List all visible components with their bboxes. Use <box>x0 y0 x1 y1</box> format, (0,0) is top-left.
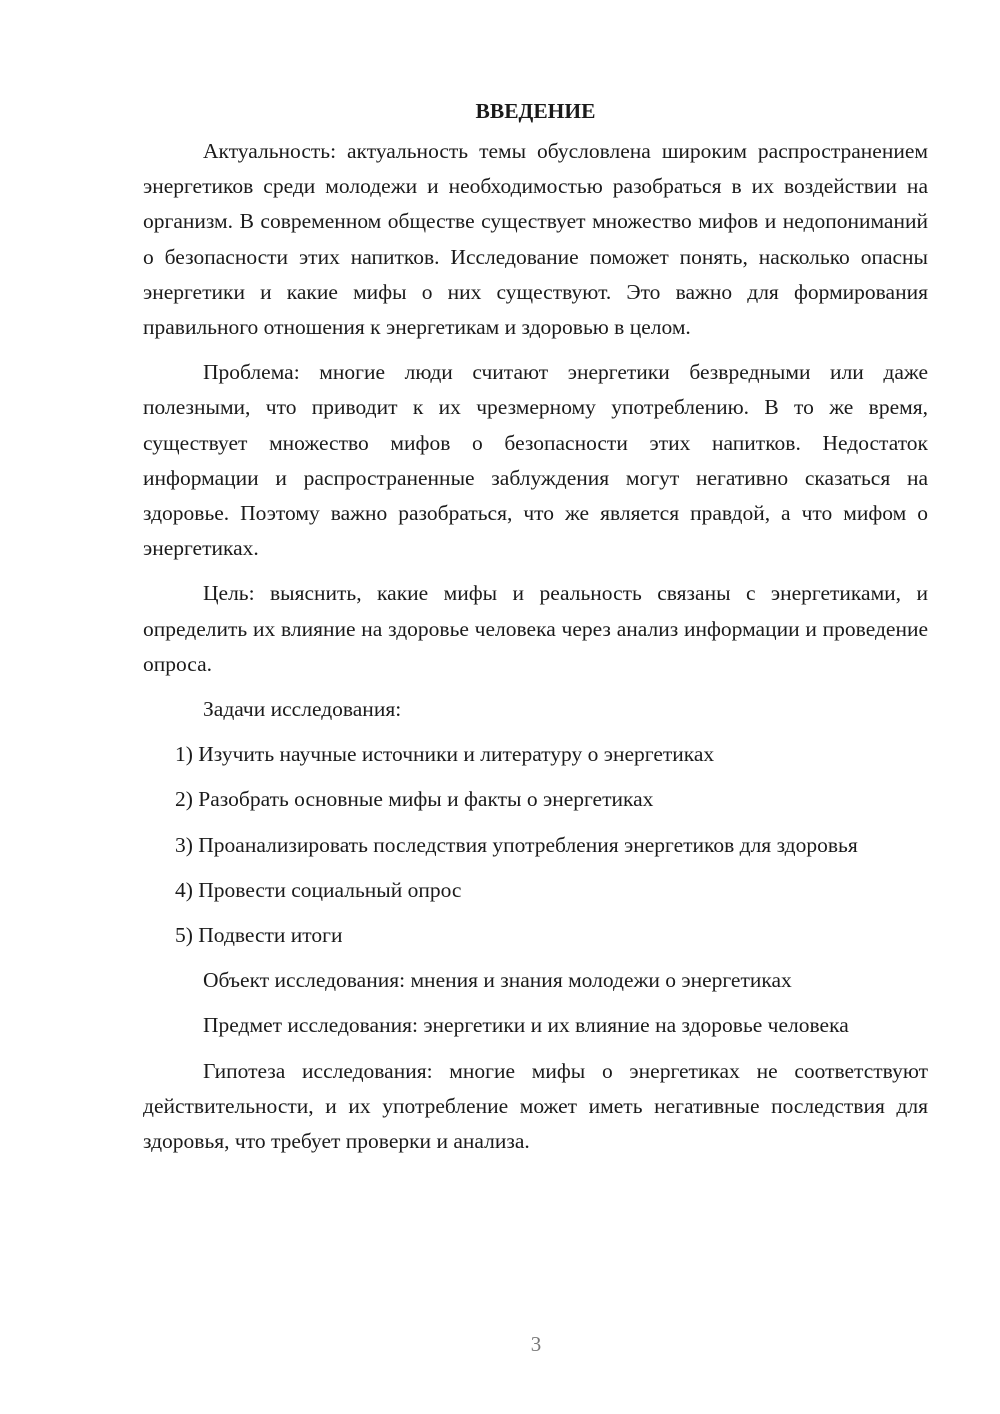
tasks-heading: Задачи исследования: <box>203 697 402 722</box>
page-title: ВВЕДЕНИЕ <box>475 99 596 123</box>
task-item-2: 2) Разобрать основные мифы и факты о энергетиках <box>175 787 654 812</box>
task-item-4: 4) Провести социальный опрос <box>175 877 462 902</box>
paragraph-relevance: Актуальность: актуальность темы обусловлена широким распространением энергетиков среди молодежи и необходимостью разобраться в их воздействии на организм. В современном обществе существует множество мифов и недопониманий о безопасности этих напитков. Исследование поможет понять, насколько опасны энергетики и какие мифы о них существуют. Это важно для формирования правильного отношения к энергетикам и здоровью в целом. <box>143 139 928 340</box>
paragraph-goal: Цель: выяснить, какие мифы и реальность связаны с энергетиками, и определить их влияние на здоровье человека через анализ информации и проведение опроса. <box>143 581 928 676</box>
paragraph-hypothesis: Гипотеза исследования: многие мифы о энергетиках не соответствуют действительности, и их употребление может иметь негативные последствия для здоровья, что требует проверки и анализа. <box>143 1058 928 1154</box>
paragraph-problem: Проблема: многие люди считают энергетики безвредными или даже полезными, что приводит к их чрезмерному употреблению. В то же время, существует множество мифов о безопасности этих напитков. Недостаток информации и распространенные заблуждения могут негативно сказаться на здоровье. Поэтому важно разобраться, что же является правдой, а что мифом о энергетиках. <box>143 360 928 561</box>
paragraph-object: Объект исследования: мнения и знания молодежи о энергетиках <box>203 968 792 993</box>
paragraph-subject: Предмет исследования: энергетики и их влияние на здоровье человека <box>203 1013 849 1038</box>
task-item-1: 1) Изучить научные источники и литературу о энергетиках <box>175 742 715 767</box>
task-item-5: 5) Подвести итоги <box>175 923 343 948</box>
document-page <box>143 94 928 1169</box>
page-number: 3 <box>530 1332 542 1356</box>
task-item-3: 3) Проанализировать последствия употребления энергетиков для здоровья <box>175 832 858 857</box>
